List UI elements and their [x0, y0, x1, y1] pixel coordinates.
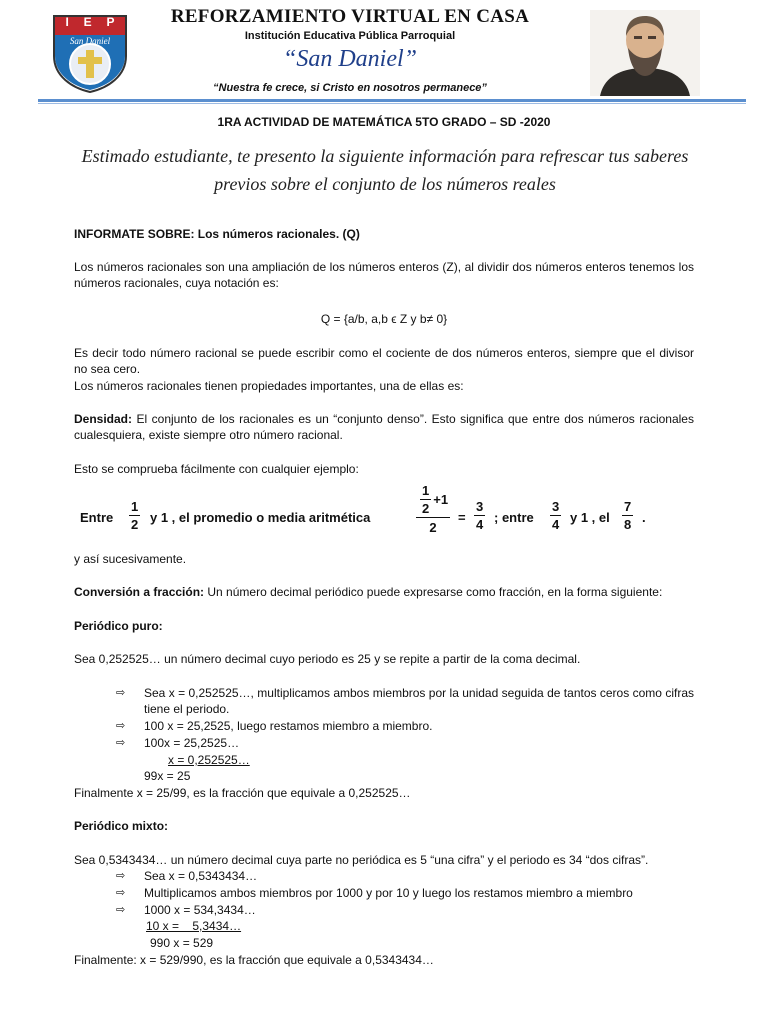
founder-portrait: [590, 10, 700, 96]
header-title: REFORZAMIENTO VIRTUAL EN CASA: [170, 6, 530, 27]
section-title: [74, 226, 694, 242]
fraction-three-quarters: $\frac{3}{4}$: [476, 499, 484, 532]
pure-title: [74, 618, 694, 634]
pure-step-1: ⇨ Sea x = 0,252525…, multiplicamos ambos miembros por la unidad seguida de tantos ceros como cifras tiene el periodo.: [116, 686, 694, 716]
density-example-equation: [80, 480, 680, 542]
header-divider-thin: [38, 103, 746, 104]
pure-final: Finalmente x = 25/99, es la fracción que equivale a 0,252525…: [74, 786, 411, 800]
eq-mean-text: y 1 , el promedio o media aritmética: [150, 510, 371, 525]
header-institution: Institución Educativa Pública Parroquial: [244, 30, 456, 42]
fraction-three-quarters-2: $\frac{3}{4}$: [552, 499, 560, 532]
arrow-icon: ⇨: [116, 904, 126, 916]
arrow-icon: ⇨: [116, 870, 126, 882]
paragraph-definition: Los números racionales son una ampliación de los números enteros (Z), al dividir dos números enteros tenemos los números racionales, cuya notación es:: [74, 260, 694, 290]
mixed-intro: Sea 0,5343434… un número decimal cuya parte no periódica es 5 “una cifra” y el periodo es 34 “dos cifras”.: [74, 853, 649, 867]
eq-entre-2: ; entre: [494, 510, 534, 525]
mixed-result-line: 990 x = 529: [150, 936, 214, 950]
eq-y1-el: y 1 , el: [570, 510, 610, 525]
logo-letter-1: I: [65, 15, 69, 29]
density-text: El conjunto de los racionales es un “conjunto denso”. Esto significa que entre dos números racionales cualesquiera, existe siempre otro número racional.: [74, 412, 694, 442]
mixed-step-2: ⇨ Multiplicamos ambos miembros por 1000 y por 10 y luego los restamos miembro a miembro: [116, 886, 633, 900]
header-divider: [38, 99, 746, 102]
mixed-title: [74, 818, 694, 834]
eq-period: .: [642, 510, 646, 525]
paragraph-so-on: y así sucesivamente.: [74, 552, 187, 566]
header-motto: “Nuestra fe crece, si Cristo en nosotros permanece”: [213, 82, 487, 94]
mixed-step-3: ⇨ 1000 x = 534,3434…: [116, 903, 256, 917]
arrow-icon: ⇨: [116, 720, 126, 732]
eq-entre: Entre: [80, 510, 114, 525]
header-school-name: “San Daniel”: [282, 46, 417, 72]
fraction-one-half: $\frac{1}{2}$: [131, 499, 139, 532]
arrow-icon: ⇨: [116, 887, 126, 899]
logo-letters: [58, 15, 122, 29]
rational-notation: Q = {a/b, a,b ϵ Z y b≠ 0}: [320, 312, 448, 326]
pure-step-3: ⇨ 100x = 25,2525…: [116, 736, 240, 750]
eq-equals: =: [458, 510, 466, 525]
mixed-final: Finalmente: x = 529/990, es la fracción que equivale a 0,5343434…: [74, 953, 434, 967]
mixed-subtract-line: 10 x = 5,3434…: [146, 919, 242, 933]
paragraph-density: [74, 411, 694, 443]
pure-intro: Sea 0,252525… un número decimal cuyo periodo es 25 y se repite a partir de la coma decimal.: [74, 652, 581, 666]
fraction-seven-eighths: $\frac{7}{8}$: [624, 499, 632, 532]
arrow-icon: ⇨: [116, 737, 126, 749]
paragraph-quotient: Es decir todo número racional se puede escribir como el cociente de dos números enteros, siempre que el divisor no sea cero.: [74, 346, 694, 376]
logo-letter-3: P: [106, 15, 115, 29]
pure-result-line: 99x = 25: [144, 769, 191, 783]
mixed-title-text: Periódico mixto:: [74, 819, 169, 833]
section-title-text: INFORMATE SOBRE: Los números racionales. (Q): [74, 227, 360, 241]
logo-text: San Daniel: [69, 36, 111, 46]
activity-title: 1RA ACTIVIDAD DE MATEMÁTICA 5TO GRADO – SD -2020: [217, 115, 551, 129]
conversion-label: Conversión a fracción:: [74, 585, 205, 599]
logo-letter-2: E: [83, 15, 92, 29]
density-label: Densidad:: [74, 412, 133, 426]
fraction-mean: $\frac{1}{2}$ +1 2: [416, 482, 450, 538]
paragraph-conversion: [74, 584, 694, 600]
pure-step-2: ⇨ 100 x = 25,2525, luego restamos miembro a miembro.: [116, 719, 433, 733]
intro-message: Estimado estudiante, te presento la siguiente información para refrescar tus saberes previos sobre el conjunto de los números reales: [81, 146, 689, 194]
conversion-text: Un número decimal periódico puede expresarse como fracción, en la forma siguiente:: [207, 585, 663, 599]
pure-title-text: Periódico puro:: [74, 619, 163, 633]
paragraph-properties: Los números racionales tienen propiedades importantes, una de ellas es:: [74, 379, 464, 393]
pure-subtract-line: x = 0,252525…: [168, 753, 250, 767]
paragraph-example-intro: Esto se comprueba fácilmente con cualquier ejemplo:: [74, 462, 359, 476]
mixed-step-1: ⇨ Sea x = 0,5343434…: [116, 869, 258, 883]
arrow-icon: ⇨: [116, 687, 126, 699]
